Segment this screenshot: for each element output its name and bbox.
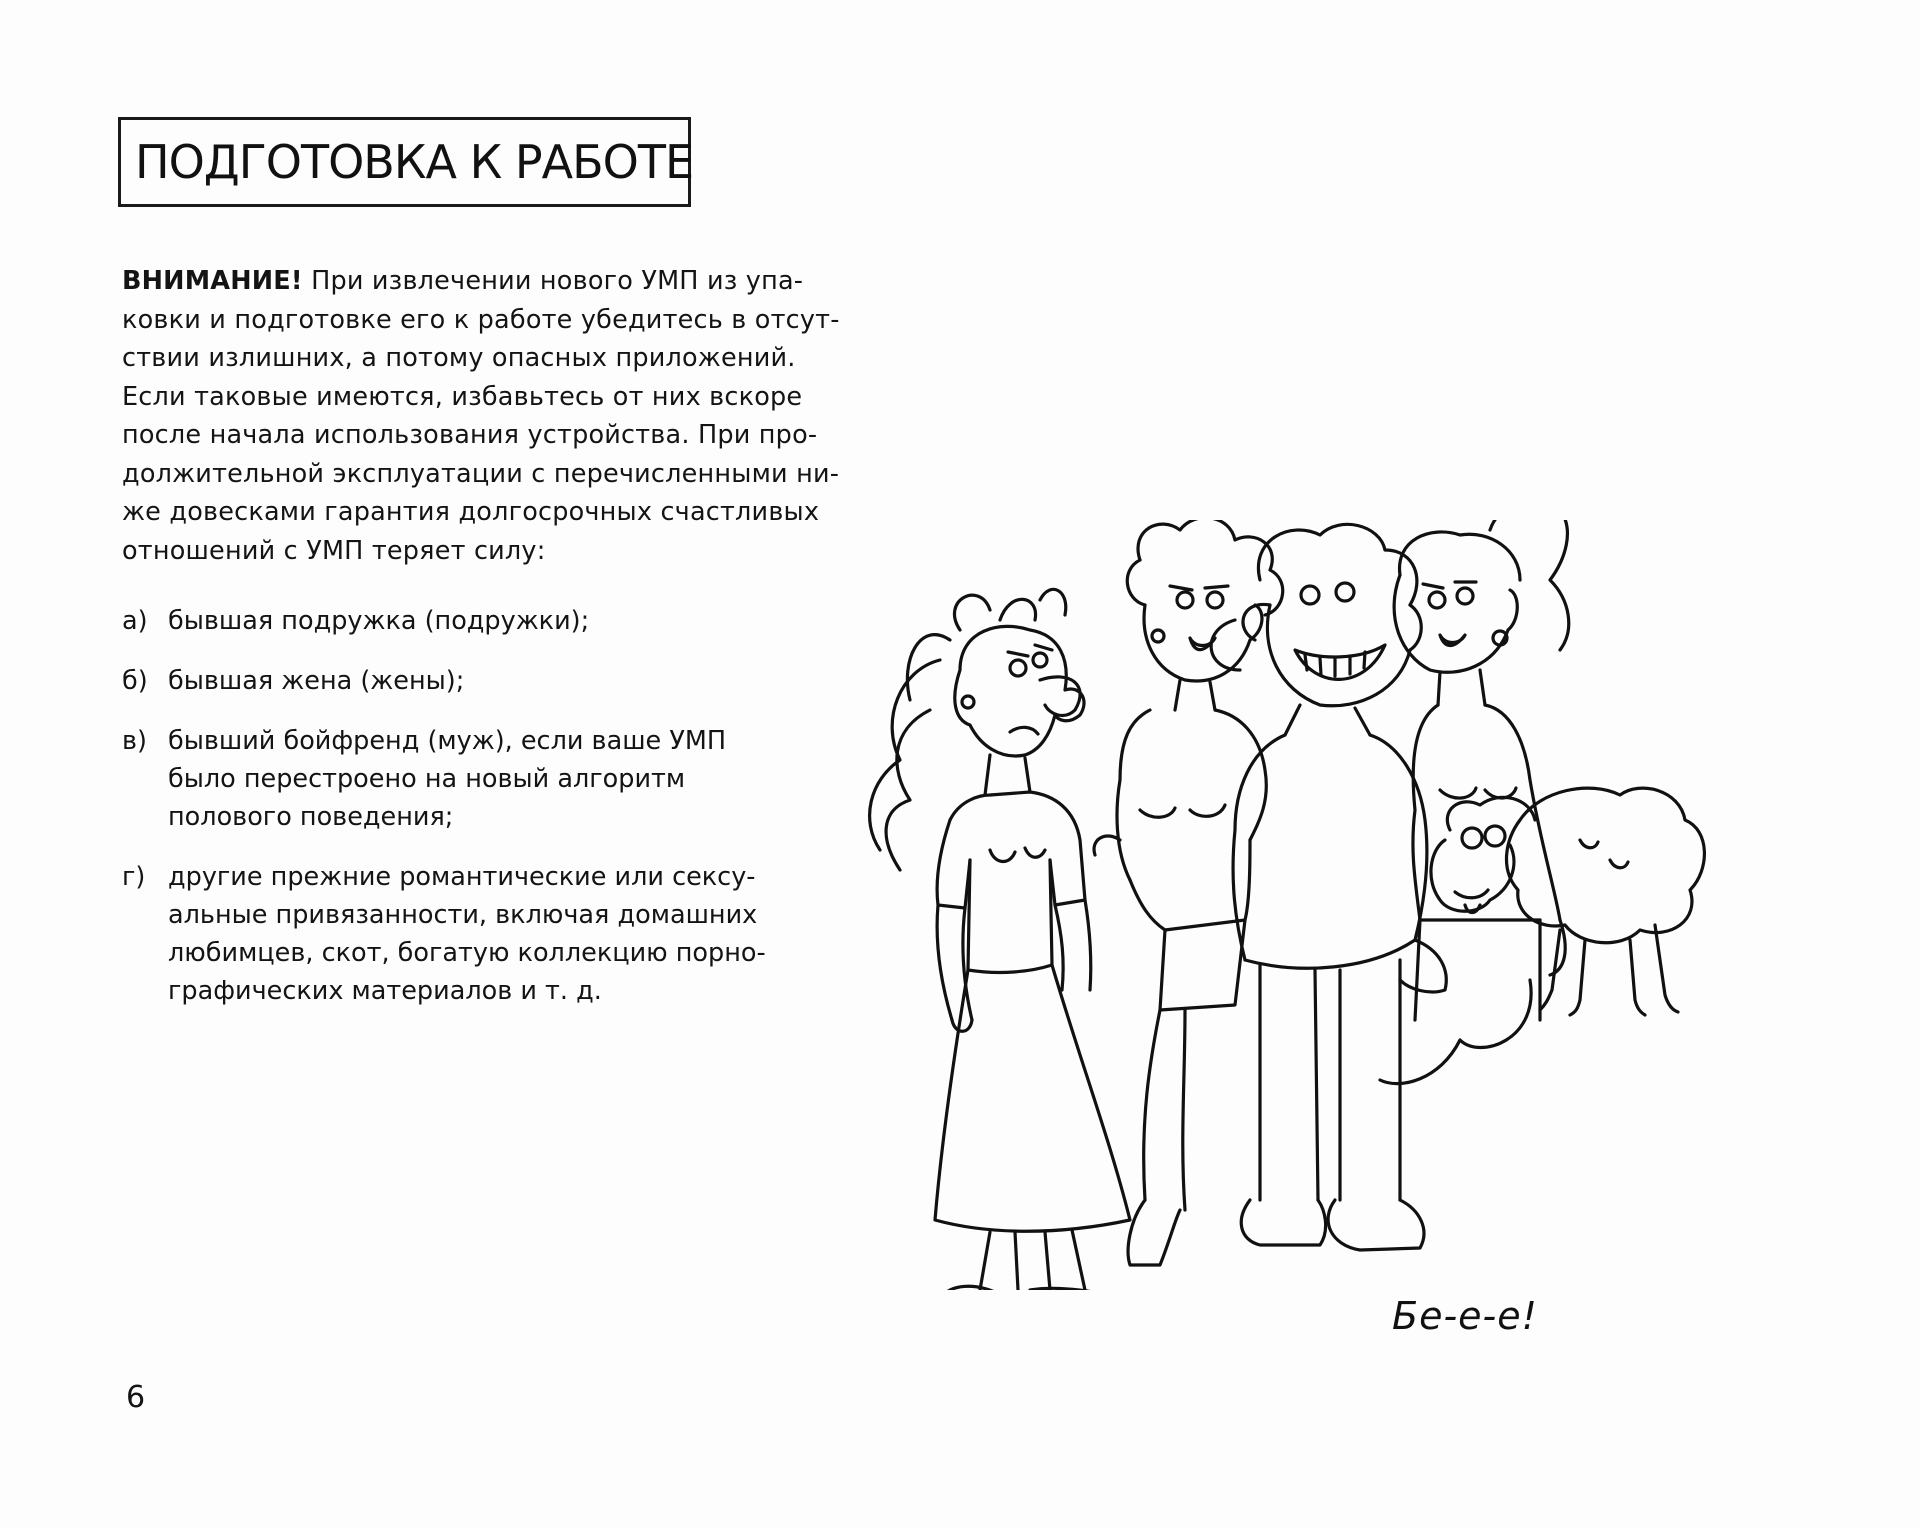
intro-line: Если таковые имеются, избавьтесь от них вскоре <box>122 381 803 412</box>
intro-line: должительной эксплуатации с перечисленными ни- <box>122 458 840 489</box>
ponytail-woman-figure <box>1394 520 1569 1020</box>
list-item-text: бывшая жена (жены); <box>168 666 465 696</box>
cartoon-illustration <box>840 520 1800 1290</box>
sheep-figure <box>1380 788 1704 1083</box>
attachments-list <box>122 602 882 1032</box>
attention-label: ВНИМАНИЕ! <box>122 266 303 296</box>
intro-line: ковки и подготовке его к работе убедитесь в отсут- <box>122 304 840 335</box>
list-item-a <box>122 602 882 640</box>
curly-hair-woman-figure <box>1094 520 1283 1265</box>
laughing-man-figure <box>1200 520 1446 1250</box>
intro-line: же довесками гарантия долгосрочных счастливых <box>122 497 820 527</box>
list-marker: г) <box>122 862 146 892</box>
list-item-v <box>122 722 882 836</box>
list-item-g <box>122 858 882 1010</box>
page-number: 6 <box>126 1380 146 1415</box>
list-item-text: другие прежние романтические или сексу- альные привязанности, включая домашних любимцев, скот, богатую коллекцию порно- графических материалов и т. д. <box>168 862 766 1006</box>
intro-line: отношений с УМП теряет силу: <box>122 535 546 566</box>
intro-line: ВНИМАНИЕ! При извлечении нового УМП из упа- <box>122 266 804 296</box>
page-title: ПОДГОТОВКА К РАБОТЕ <box>135 135 694 189</box>
frowning-woman-figure <box>870 589 1130 1290</box>
sheep-sound-caption: Бе-е-е! <box>1392 1294 1538 1338</box>
title-box <box>118 117 694 207</box>
list-item-text: бывшая подружка (подружки); <box>168 606 590 636</box>
list-marker: в) <box>122 726 147 756</box>
intro-line: ствии излишних, а потому опасных приложений. <box>122 343 796 373</box>
list-marker: а) <box>122 606 148 636</box>
intro-paragraph <box>122 262 902 570</box>
list-item-text: бывший бойфренд (муж), если ваше УМП было перестроено на новый алгоритм полового поведения; <box>168 726 727 832</box>
intro-line: после начала использования устройства. При про- <box>122 420 818 450</box>
list-marker: б) <box>122 666 148 696</box>
list-item-b <box>122 662 882 700</box>
